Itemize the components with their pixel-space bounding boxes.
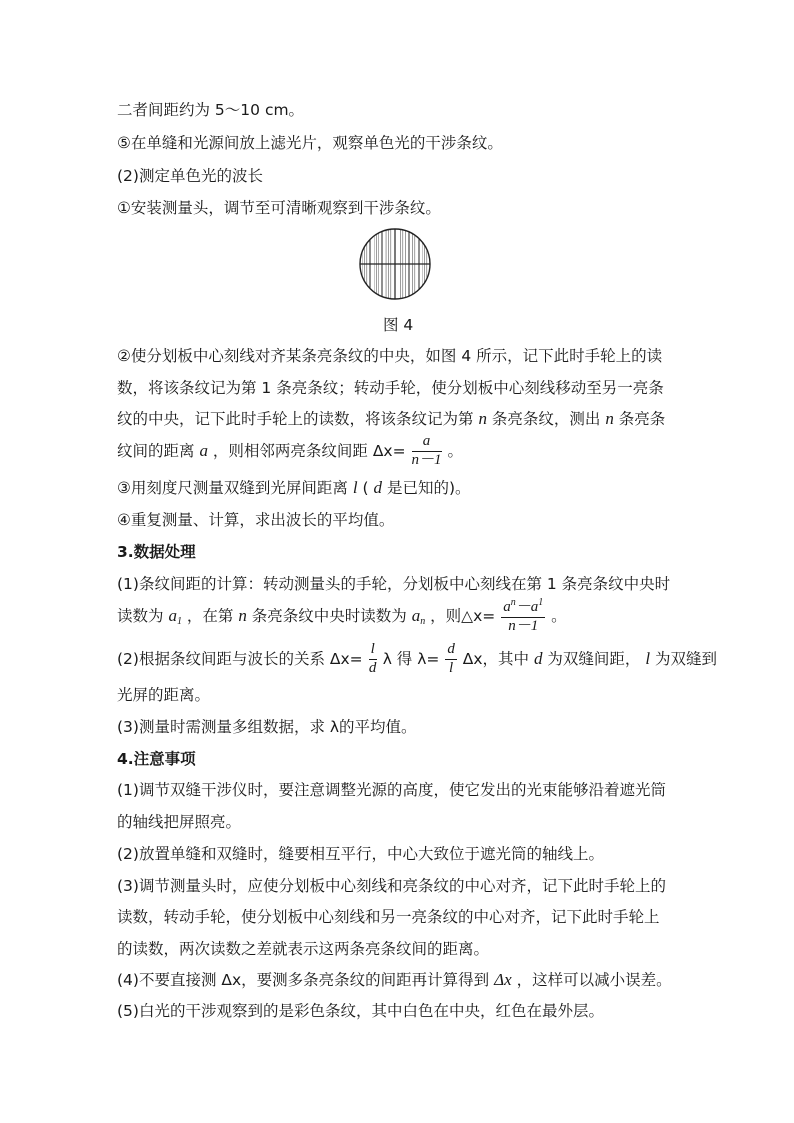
text-span: 纹间的距离 (117, 442, 195, 460)
text-span: 纹的中央，记下此时手轮上的读数，将该条纹记为第 (117, 410, 474, 428)
text-span: λ 得 λ= (382, 650, 440, 668)
fraction-d-over-l (445, 642, 457, 677)
fraction-denominator: n－1 (411, 452, 442, 468)
text-line (117, 433, 463, 469)
text-span: 读数为 (117, 607, 164, 625)
text-span: 条亮条 (618, 410, 666, 428)
fraction-numerator: l (369, 642, 377, 660)
section-heading: 3.数据处理 (117, 543, 196, 561)
variable-d: d (533, 649, 543, 668)
text-span: ( (362, 479, 369, 497)
text-span: 是已知的)。 (386, 479, 471, 497)
text-span: 。 (551, 607, 567, 625)
text-line: 数，将该条纹记为第 1 条亮条纹；转动手轮，使分划板中心刻线移动至另一亮条 (117, 379, 664, 397)
variable-n: n (605, 409, 614, 428)
text-span: ③用刻度尺测量双缝到光屏间距离 (117, 479, 348, 497)
variable-letter: a (168, 606, 177, 625)
section-heading: 4.注意事项 (117, 750, 196, 768)
text-line: (2)放置单缝和双缝时，缝要相互平行，中心大致位于遮光筒的轴线上。 (117, 845, 604, 863)
variable-d: d (373, 478, 383, 497)
fraction-an-minus-a1 (501, 598, 545, 635)
text-span: 条亮条纹中央时读数为 (251, 607, 407, 625)
interference-fringe-figure (357, 226, 433, 302)
text-line (117, 409, 665, 429)
fraction-denominator: d (368, 660, 377, 676)
fraction-numerator (501, 598, 545, 618)
text-span: 条亮条纹，测出 (491, 410, 601, 428)
text-span: (2)根据条纹间距与波长的关系 Δx= (117, 650, 363, 668)
numerator-part: a (503, 599, 511, 616)
text-line: 读数，转动手轮，使分划板中心刻线和另一亮条纹的中心对齐，记下此时手轮上 (117, 908, 660, 926)
variable-an (412, 606, 426, 625)
text-line (117, 970, 672, 990)
text-line: 的轴线把屏照亮。 (117, 813, 242, 831)
text-line: (1)调节双缝干涉仪时，要注意调整光源的高度，使它发出的光束能够沿着遮光筒 (117, 781, 666, 799)
text-line: 光屏的距离。 (117, 686, 211, 704)
text-span: ，则相邻两亮条纹间距 Δx= (212, 442, 406, 460)
text-line: (3)调节测量头时，应使分划板中心刻线和亮条纹的中心对齐，记下此时手轮上的 (117, 877, 666, 895)
text-line (117, 598, 567, 634)
text-line: 的读数，两次读数之差就表示这两条亮条纹间的距离。 (117, 940, 490, 958)
text-line: (1)条纹间距的计算：转动测量头的手轮，分划板中心刻线在第 1 条亮条纹中央时 (117, 575, 671, 593)
numerator-part: －a (515, 599, 539, 616)
variable-a: a (199, 441, 208, 460)
text-line: (3)测量时需测量多组数据，求 λ的平均值。 (117, 718, 417, 736)
fraction-numerator: d (445, 642, 457, 660)
text-span: Δx，其中 (462, 650, 530, 668)
fraction-a-over-n-minus-1 (412, 434, 442, 469)
text-line: 二者间距约为 5～10 cm。 (117, 101, 305, 119)
fraction-denominator: n－1 (508, 618, 539, 634)
text-line (117, 478, 471, 498)
text-line: (5)白光的干涉观察到的是彩色条纹，其中白色在中央，红色在最外层。 (117, 1002, 604, 1020)
fraction-numerator: a (412, 434, 442, 452)
variable-letter: a (411, 606, 421, 625)
text-line (117, 641, 717, 677)
figure-caption: 图 4 (383, 316, 414, 334)
subscript: 1 (176, 616, 182, 627)
variable-l: l (645, 649, 651, 668)
text-span: 。 (447, 442, 463, 460)
fraction-denominator: l (448, 660, 454, 676)
fraction-l-over-d (369, 642, 377, 677)
text-span: (4)不要直接测 Δx，要测多条亮条纹的间距再计算得到 (117, 971, 490, 989)
text-span: 为双缝到 (655, 650, 718, 668)
text-line: ②使分划板中心刻线对齐某条亮条纹的中央，如图 4 所示，记下此时手轮上的读 (117, 347, 663, 365)
text-span: ，在第 (186, 607, 234, 625)
text-line: ①安装测量头，调节至可清晰观察到干涉条纹。 (117, 199, 441, 217)
superscript: 1 (538, 597, 544, 609)
subscript: n (420, 616, 426, 627)
text-span: ，这样可以减小误差。 (516, 971, 672, 989)
variable-n: n (238, 606, 247, 625)
text-line: ⑤在单缝和光源间放上滤光片，观察单色光的干涉条纹。 (117, 134, 503, 152)
text-line: (2)测定单色光的波长 (117, 167, 263, 185)
variable-dx: Δx (494, 970, 512, 989)
variable-n: n (478, 409, 487, 428)
variable-l: l (352, 478, 358, 497)
superscript: n (510, 597, 516, 609)
text-span: ，则△x= (430, 607, 496, 625)
text-line: ④重复测量、计算，求出波长的平均值。 (117, 511, 395, 529)
text-span: 为双缝间距， (547, 650, 641, 668)
variable-a1 (168, 606, 182, 625)
